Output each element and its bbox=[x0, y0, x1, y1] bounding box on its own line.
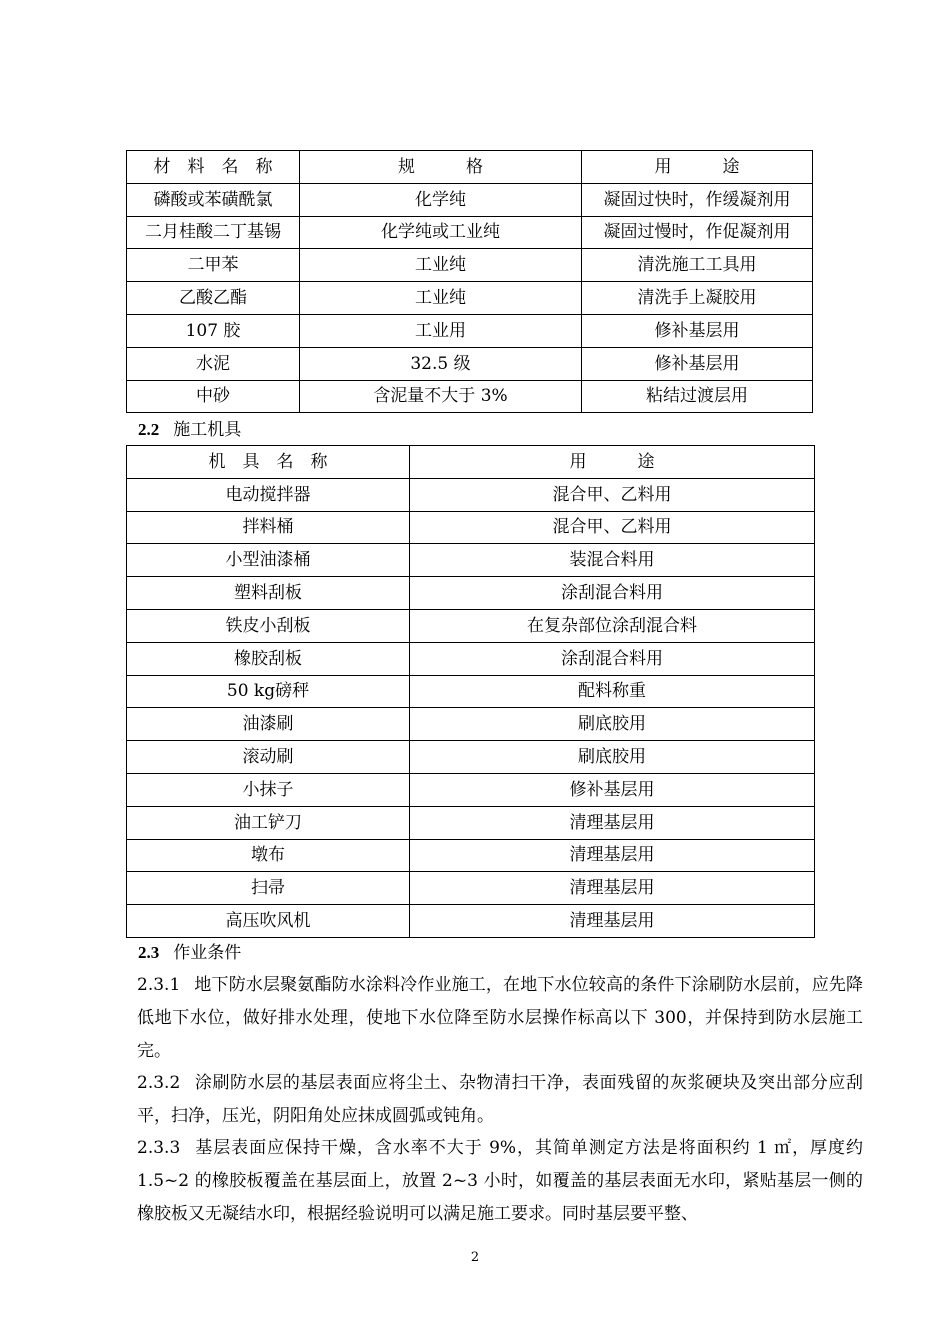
paragraph-2-3-3 bbox=[137, 1132, 863, 1231]
table-cell: 橡胶刮板 bbox=[127, 642, 410, 675]
tools-header-row bbox=[127, 446, 815, 479]
table-cell: 小抹子 bbox=[127, 773, 410, 806]
table-row bbox=[127, 577, 815, 610]
paragraph-2-3-1 bbox=[137, 969, 863, 1068]
table-cell: 刷底胶用 bbox=[410, 741, 815, 774]
table-cell: 清洗手上凝胶用 bbox=[582, 282, 813, 315]
table-cell: 配料称重 bbox=[410, 675, 815, 708]
section-title: 作业条件 bbox=[173, 943, 242, 963]
table-cell: 扫帚 bbox=[127, 872, 410, 905]
table-row bbox=[127, 249, 813, 282]
table-cell: 二月桂酸二丁基锡 bbox=[127, 216, 300, 249]
section-number: 2.3 bbox=[138, 943, 160, 962]
table-cell: 铁皮小刮板 bbox=[127, 609, 410, 642]
table-cell: 刷底胶用 bbox=[410, 708, 815, 741]
table-row bbox=[127, 380, 813, 413]
materials-header-cell: 材 料 名 称 bbox=[127, 151, 300, 184]
table-cell: 清洗施工工具用 bbox=[582, 249, 813, 282]
table-row bbox=[127, 314, 813, 347]
table-cell: 32.5 级 bbox=[300, 347, 582, 380]
materials-header-cell: 规 格 bbox=[300, 151, 582, 184]
table-row bbox=[127, 675, 815, 708]
table-cell: 中砂 bbox=[127, 380, 300, 413]
paragraph-number: 2.3.3 bbox=[137, 1138, 181, 1158]
table-cell: 油漆刷 bbox=[127, 708, 410, 741]
table-row bbox=[127, 544, 815, 577]
paragraph-text: 地下防水层聚氨酯防水涂料冷作业施工，在地下水位较高的条件下涂刷防水层前，应先降低地下水位，做好排水处理，使地下水位降至防水层操作标高以下 300，并保持到防水层施工完。 bbox=[137, 975, 863, 1061]
table-cell: 清理基层用 bbox=[410, 839, 815, 872]
table-row bbox=[127, 282, 813, 315]
table-cell: 粘结过渡层用 bbox=[582, 380, 813, 413]
section-number: 2.2 bbox=[138, 420, 160, 439]
table-row bbox=[127, 183, 813, 216]
paragraph-text: 基层表面应保持干燥，含水率不大于 9%，其简单测定方法是将面积约 1 ㎡，厚度约 1.5~2 的橡胶板覆盖在基层面上，放置 2~3 小时，如覆盖的基层表面无水印，紧贴基层一侧的橡胶板又无凝结水印，根据经验说明可以满足施工要求。同时基层要平整、 bbox=[137, 1138, 863, 1224]
tools-header-cell: 机 具 名 称 bbox=[127, 446, 410, 479]
table-cell: 凝固过慢时，作促凝剂用 bbox=[582, 216, 813, 249]
table-cell: 凝固过快时，作缓凝剂用 bbox=[582, 183, 813, 216]
table-cell: 50 kg磅秤 bbox=[127, 675, 410, 708]
paragraph-2-3-2 bbox=[137, 1067, 863, 1133]
table-cell: 小型油漆桶 bbox=[127, 544, 410, 577]
table-cell: 化学纯 bbox=[300, 183, 582, 216]
table-row bbox=[127, 905, 815, 938]
table-cell: 清理基层用 bbox=[410, 806, 815, 839]
table-row bbox=[127, 708, 815, 741]
table-cell: 滚动刷 bbox=[127, 741, 410, 774]
table-cell: 混合甲、乙料用 bbox=[410, 478, 815, 511]
table-row bbox=[127, 741, 815, 774]
table-cell: 拌料桶 bbox=[127, 511, 410, 544]
table-row bbox=[127, 872, 815, 905]
table-cell: 水泥 bbox=[127, 347, 300, 380]
materials-header-row bbox=[127, 151, 813, 184]
paragraph-text: 涂刷防水层的基层表面应将尘土、杂物清扫干净，表面残留的灰浆硬块及突出部分应刮平，扫净，压光，阴阳角处应抹成圆弧或钝角。 bbox=[137, 1073, 863, 1126]
table-row bbox=[127, 216, 813, 249]
materials-header-cell: 用 途 bbox=[582, 151, 813, 184]
tools-table bbox=[126, 445, 815, 938]
table-cell: 工业纯 bbox=[300, 249, 582, 282]
table-cell: 工业用 bbox=[300, 314, 582, 347]
table-cell: 化学纯或工业纯 bbox=[300, 216, 582, 249]
table-cell: 电动搅拌器 bbox=[127, 478, 410, 511]
table-cell: 107 胶 bbox=[127, 314, 300, 347]
table-cell: 磷酸或苯磺酰氯 bbox=[127, 183, 300, 216]
paragraph-number: 2.3.2 bbox=[137, 1073, 181, 1093]
section-2-3-heading bbox=[138, 942, 241, 964]
table-cell: 清理基层用 bbox=[410, 905, 815, 938]
table-row bbox=[127, 511, 815, 544]
table-row bbox=[127, 806, 815, 839]
table-cell: 涂刮混合料用 bbox=[410, 577, 815, 610]
table-row bbox=[127, 609, 815, 642]
table-cell: 装混合料用 bbox=[410, 544, 815, 577]
table-cell: 乙酸乙酯 bbox=[127, 282, 300, 315]
table-cell: 塑料刮板 bbox=[127, 577, 410, 610]
table-cell: 高压吹风机 bbox=[127, 905, 410, 938]
table-cell: 混合甲、乙料用 bbox=[410, 511, 815, 544]
section-title: 施工机具 bbox=[173, 420, 242, 440]
table-row bbox=[127, 773, 815, 806]
table-row bbox=[127, 839, 815, 872]
table-cell: 含泥量不大于 3% bbox=[300, 380, 582, 413]
table-cell: 二甲苯 bbox=[127, 249, 300, 282]
tools-header-cell: 用 途 bbox=[410, 446, 815, 479]
table-cell: 修补基层用 bbox=[582, 314, 813, 347]
table-cell: 墩布 bbox=[127, 839, 410, 872]
table-row bbox=[127, 347, 813, 380]
paragraph-number: 2.3.1 bbox=[137, 975, 181, 995]
section-2-2-heading bbox=[138, 419, 241, 441]
table-row bbox=[127, 478, 815, 511]
table-cell: 工业纯 bbox=[300, 282, 582, 315]
page-number: 2 bbox=[470, 1250, 480, 1265]
table-cell: 修补基层用 bbox=[410, 773, 815, 806]
materials-table bbox=[126, 150, 813, 413]
table-row bbox=[127, 642, 815, 675]
table-cell: 油工铲刀 bbox=[127, 806, 410, 839]
table-cell: 修补基层用 bbox=[582, 347, 813, 380]
table-cell: 涂刮混合料用 bbox=[410, 642, 815, 675]
table-cell: 清理基层用 bbox=[410, 872, 815, 905]
table-cell: 在复杂部位涂刮混合料 bbox=[410, 609, 815, 642]
